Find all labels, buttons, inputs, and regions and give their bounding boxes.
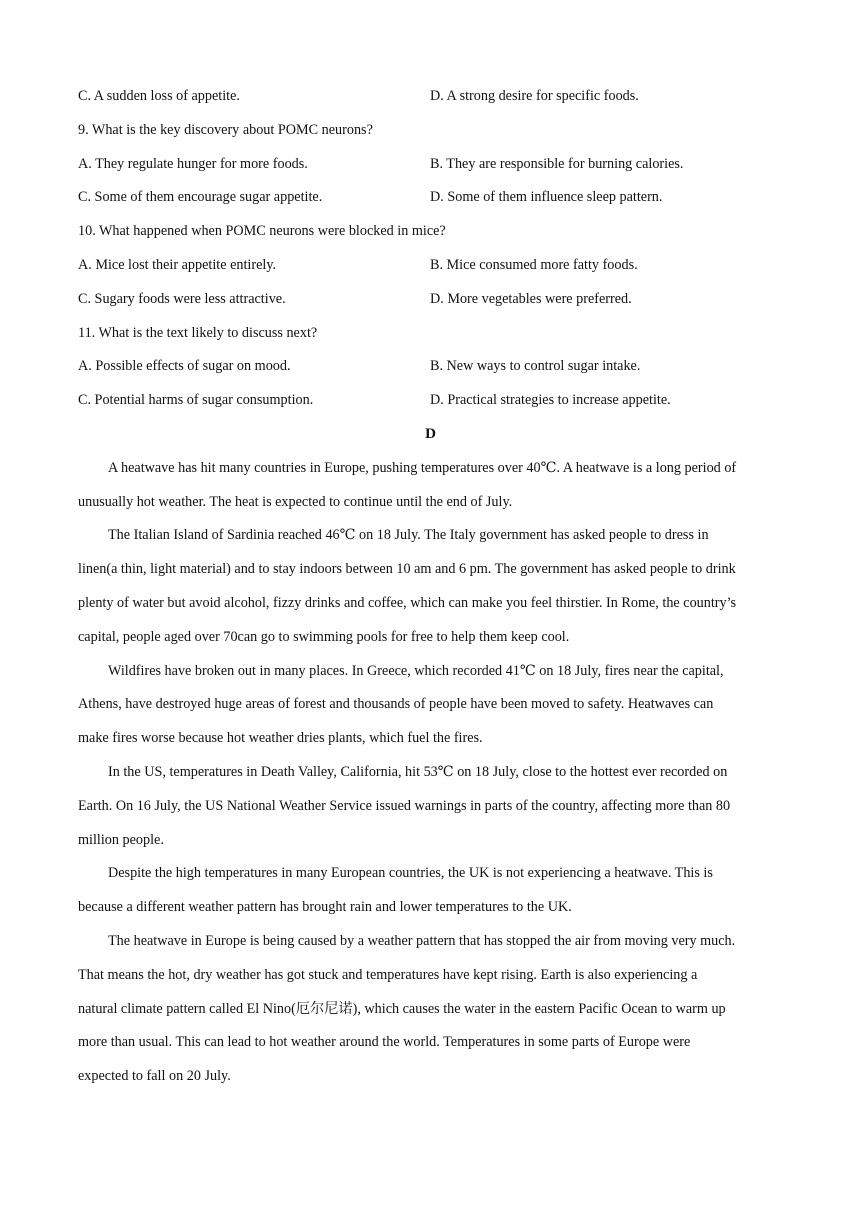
q10-option-d[interactable]: D. More vegetables were preferred.: [430, 290, 632, 307]
paragraph-line: expected to fall on 20 July.: [78, 1068, 231, 1085]
paragraph-line: more than usual. This can lead to hot weather around the world. Temperatures in some parts of Europe were: [78, 1034, 691, 1051]
paragraph-line: unusually hot weather. The heat is expected to continue until the end of July.: [78, 493, 513, 510]
q8-option-c[interactable]: C. A sudden loss of appetite.: [78, 88, 240, 104]
document-page: [78, 80, 783, 1094]
paragraph-line: linen(a thin, light material) and to stay indoors between 10 am and 6 pm. The government has asked people to drink: [78, 561, 736, 578]
q9-option-a[interactable]: A. They regulate hunger for more foods.: [78, 155, 308, 172]
paragraph-line: plenty of water but avoid alcohol, fizzy drinks and coffee, which can make you feel thirstier. In Rome, the country’s: [78, 594, 737, 611]
paragraph: [78, 519, 783, 654]
q10-option-a[interactable]: A. Mice lost their appetite entirely.: [78, 256, 277, 273]
q10-options-row-cd: [78, 283, 783, 317]
q10-option-c[interactable]: C. Sugary foods were less attractive.: [78, 290, 286, 307]
q9-options-row-ab: [78, 148, 783, 182]
q10-option-b[interactable]: B. Mice consumed more fatty foods.: [430, 256, 638, 273]
paragraph: [78, 655, 783, 756]
q9-stem: 9. What is the key discovery about POMC neurons?: [78, 121, 373, 138]
paragraph-line: make fires worse because hot weather dries plants, which fuel the fires.: [78, 730, 483, 747]
section-d-heading: D: [425, 425, 436, 442]
paragraph: [78, 452, 783, 520]
paragraph-line: capital, people aged over 70can go to swimming pools for free to help them keep cool.: [78, 628, 570, 645]
paragraph-line: natural climate pattern called El Nino(厄尔尼诺), which causes the water in the eastern Pacific Ocean to warm up: [78, 1000, 726, 1017]
paragraph-line: The Italian Island of Sardinia reached 46℃ on 18 July. The Italy government has asked people to dress in: [108, 527, 709, 544]
q11-option-a[interactable]: A. Possible effects of sugar on mood.: [78, 358, 291, 375]
paragraph-line: The heatwave in Europe is being caused by a weather pattern that has stopped the air from moving very much.: [108, 932, 736, 949]
q11-options-row-ab: [78, 350, 783, 384]
q11-stem: 11. What is the text likely to discuss next?: [78, 324, 318, 341]
paragraph-line: because a different weather pattern has brought rain and lower temperatures to the UK.: [78, 899, 572, 916]
q9-option-d[interactable]: D. Some of them influence sleep pattern.: [430, 189, 663, 206]
q9-option-c[interactable]: C. Some of them encourage sugar appetite.: [78, 189, 323, 206]
q10-stem: 10. What happened when POMC neurons were blocked in mice?: [78, 223, 446, 240]
paragraph-line: Wildfires have broken out in many places. In Greece, which recorded 41℃ on 18 July, fires near the capital,: [108, 662, 724, 679]
paragraph-line: That means the hot, dry weather has got stuck and temperatures have kept rising. Earth is also experiencing a: [78, 966, 698, 983]
paragraph-line: A heatwave has hit many countries in Europe, pushing temperatures over 40℃. A heatwave is a long period of: [108, 459, 737, 476]
paragraph-line: Athens, have destroyed huge areas of forest and thousands of people have been moved to safety. Heatwaves can: [78, 696, 714, 713]
paragraph: [78, 756, 783, 857]
passage-d: [78, 452, 783, 1094]
q8-option-d[interactable]: D. A strong desire for specific foods.: [430, 88, 639, 104]
q11-option-c[interactable]: C. Potential harms of sugar consumption.: [78, 392, 314, 409]
paragraph-line: Despite the high temperatures in many European countries, the UK is not experiencing a heatwave. This is: [108, 865, 713, 882]
q9-option-b[interactable]: B. They are responsible for burning calories.: [430, 155, 684, 172]
paragraph: [78, 925, 783, 1094]
paragraph-line: million people.: [78, 831, 164, 848]
q11-options-row-cd: [78, 384, 783, 418]
paragraph-line: In the US, temperatures in Death Valley, California, hit 53℃ on 18 July, close to the hottest ever recorded on: [108, 763, 728, 780]
q11-option-b[interactable]: B. New ways to control sugar intake.: [430, 358, 641, 375]
paragraph-line: Earth. On 16 July, the US National Weather Service issued warnings in parts of the country, affecting more than 80: [78, 797, 731, 814]
q9-options-row-cd: [78, 181, 783, 215]
q11-option-d[interactable]: D. Practical strategies to increase appetite.: [430, 392, 671, 409]
paragraph: [78, 857, 783, 925]
q10-options-row-ab: [78, 249, 783, 283]
q8-options-row-cd: [78, 80, 783, 114]
